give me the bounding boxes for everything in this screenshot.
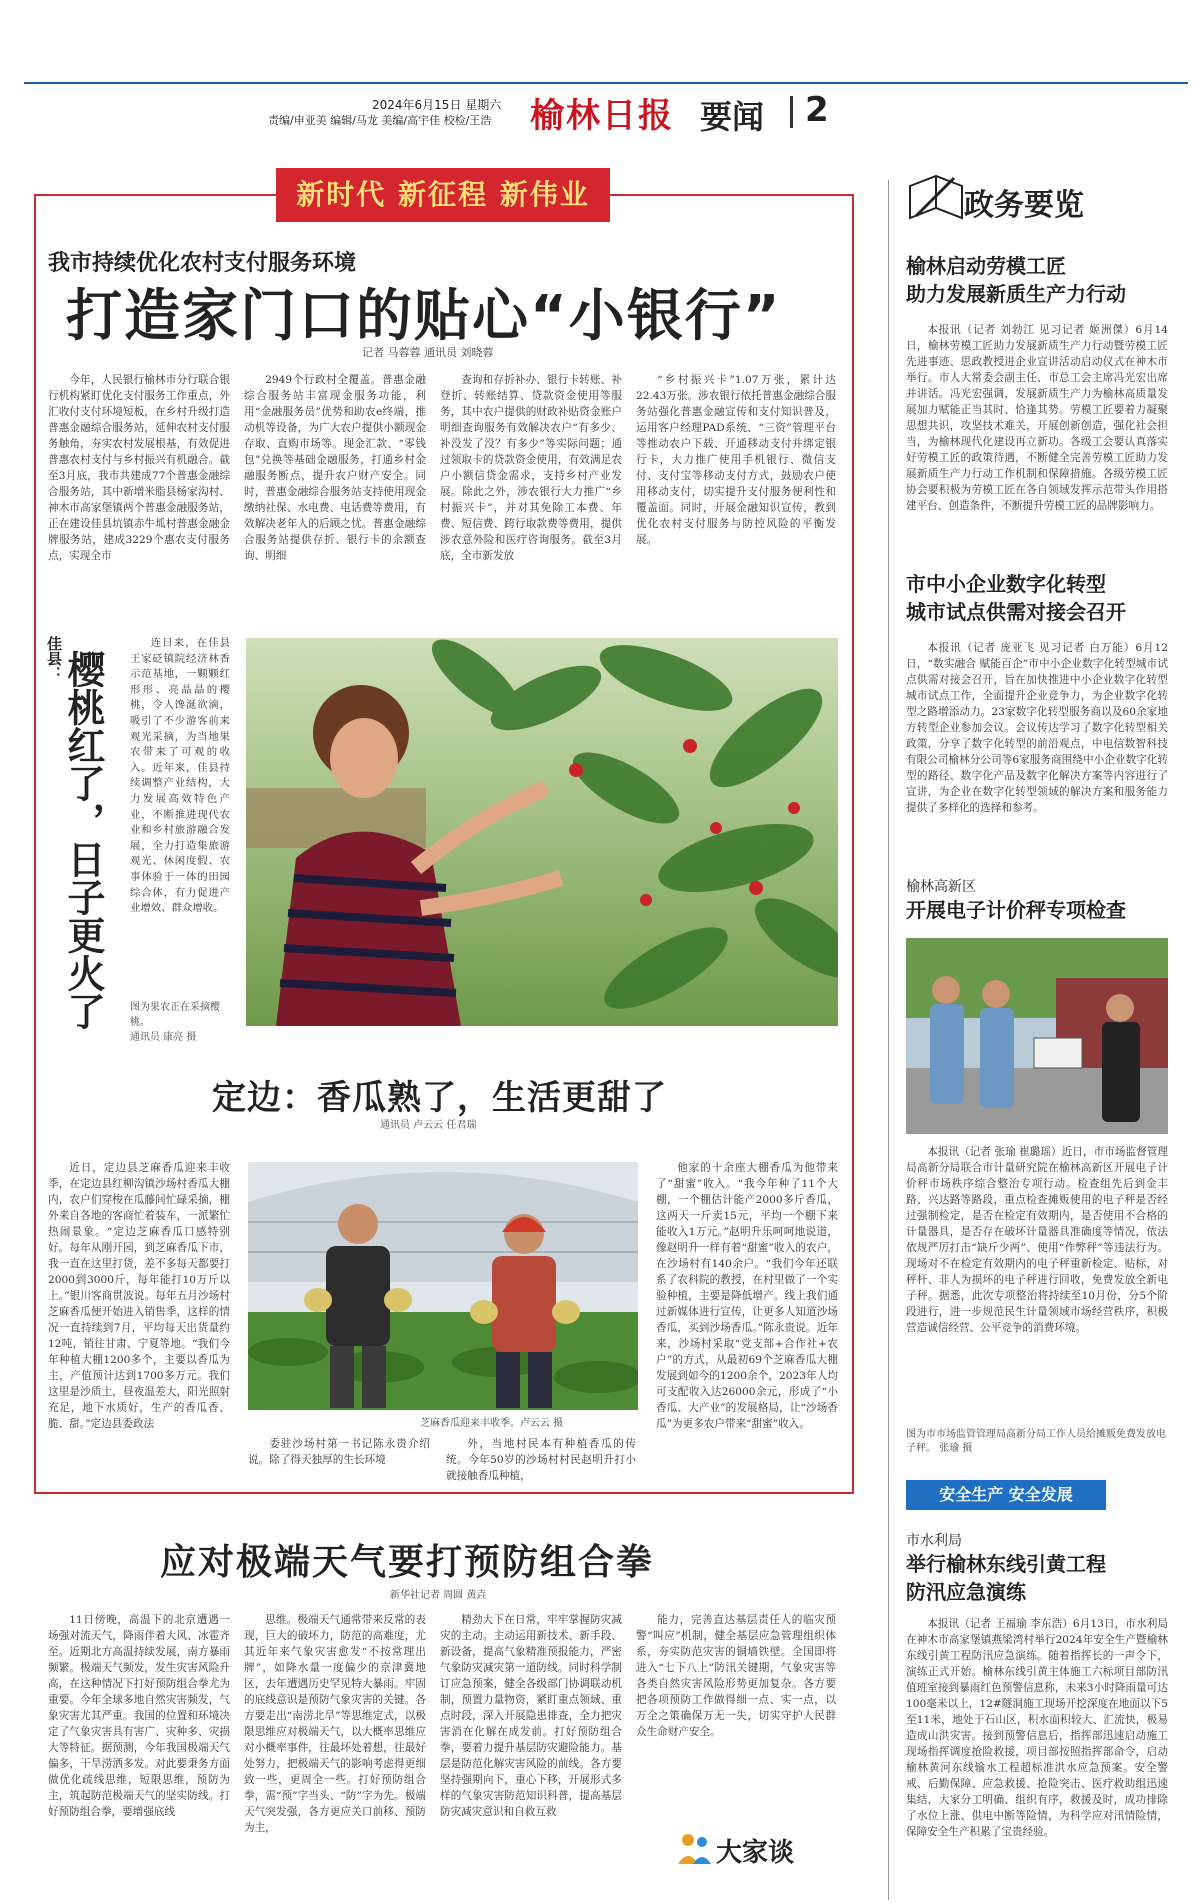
sidebar-item-3-caption: 图为市市场监管管理局高新分局工作人员给摊贩免费发放电子秤。 张瑜 摄 [906, 1429, 1166, 1454]
feature-kicker: 我市持续优化农村支付服务环境 [48, 251, 357, 276]
feature-column-4: “乡村振兴卡”1.07万张，累计达22.43万张。涉农银行依托普惠金融综合服务站强化普惠金融宣传和支付知识普及，运用客户经理PAD系统、“三资”管理平台等推动农户下载、开通移动支付并绑定银行卡，大力推广使用手机银行、微信支付、支付宝等移动支付方式，鼓励农户使用移动支付，切实提升支付服务便利性和覆盖面。同时，开展金融知识宣传，教到优化农村支付服务与防控风险的平衡发展。 [636, 374, 836, 546]
melon-title: 定边：香瓜熟了，生活更甜了 [212, 1078, 667, 1118]
sidebar-item-1-body: 本报讯（记者 刘勃江 见习记者 姬洲傑）6月14日，榆林劳模工匠助力发展新质生产力行动暨劳模工匠先进事迹、思政教授进企业宣讲活动启动仪式在神木市举行。市人大常委会副主任、市总工会主席冯光宏出席并讲话。冯光宏强调，发展新质生产力为榆林高质量发展加力赋能正当其时、恰逢其势。劳模工匠要着力凝聚思想共识，攻坚技术难关，开展创新创造，强化社会担当，为榆林现代化建设再立新功。各级工会要认真落实好劳模工匠的政策待遇，不断健全完善劳模工匠助力发展新质生产力行动工作机制和保障措施。各级劳模工匠协会要积极为劳模工匠在各自领域发挥示范带头作用搭建平台、创造条件，不断提升劳模工匠的品牌影响力。 [906, 324, 1168, 512]
people-icon [676, 1830, 712, 1866]
sidebar-item-2-title: 市中小企业数字化转型 城市试点供需对接会召开 [906, 572, 1126, 624]
sidebar-title: 政务要览 [964, 188, 1084, 223]
feature-byline: 记者 马蓉蓉 通讯员 刘晓蓉 [362, 346, 494, 359]
section-name: 要闻 [700, 98, 765, 136]
page-number: 2 [805, 90, 829, 130]
feature-column-2: 2949个行政村全覆盖。普惠金融综合服务站丰富现金服务功能，利用“金融服务员”优势和助农e终端，推动机等设备，为广大农户提供小额现金存取、直购市场等。现金汇款、“零钱包”兑换等基础金融服务，打通乡村金融服务断点，提升农户财产安全。同时，普惠金融综合服务站支持使用现金缴纳社保、水电费、电话费等费用，有效解决老年人的后顾之忧。普惠金融综合服务站提供存折、银行卡的余额查询、明细 [244, 374, 426, 562]
cherry-caption: 图为果农正在采摘樱桃。 通讯员 康亮 摄 [130, 1002, 220, 1043]
cherry-title: 樱桃红了，日子更火了 [61, 650, 105, 1030]
sidebar-separator [888, 180, 889, 1900]
weather-column-2: 思维。极端天气通常带来反常的表现，巨大的破坏力，防范的高难度，尤其近年来气象灾害愈发“不按常理出牌”，如降水量一度偏少的京津冀地区，去年遭遇历史罕见特大暴雨。牢固的底线意识是预防气象灾害的关键。各方要走出“南涝北旱”等思维定式，以极限思维应对极端天气，以大概率思维应对小概率事件，往最坏处着想，往最好处努力，把极端天气的影响考虑得更细致一些，更周全一些。打好预防组合拳，需“预”字当头、“防”字为先。极端天气突发强，各方更应关口前移、预防为主， [244, 1614, 426, 1834]
safety-pill: 安全生产 安全发展 [906, 1480, 1106, 1510]
sidebar-item-3-title: 开展电子计价秤专项检查 [906, 898, 1126, 922]
newspaper-logo: 榆林日报 [530, 96, 674, 136]
cherry-place: 佳县： [45, 636, 63, 681]
feature-column-1: 今年，人民银行榆林市分行联合银行机构紧盯优化支付服务工作重点，外汇收付支付环境短板，在乡村升级打造普惠金融综合服务站，延伸农村支付服务触角，夯实农村发展根基，有效促进普惠农村支付与乡村振兴有机融合。截至3月底，我市共建成77个普惠金融综合服务站，其中新增米脂县杨家沟村、神木市高家堡镇两个普惠金融服务站，正在建设佳县坑镇赤牛坬村普惠金融金牌服务站，建成3229个惠农支付服务点，实现全市 [48, 374, 230, 562]
weather-title: 应对极端天气要打预防组合拳 [160, 1542, 655, 1583]
sidebar-item-4-pre: 市水利局 [906, 1533, 962, 1549]
header-rule [24, 82, 1188, 84]
dajiatan-badge [676, 1828, 816, 1868]
melon-column-4: 他家的十余座大棚香瓜为他带来了“甜蜜”收入。“我今年种了11个大棚，一个棚估计能产2000多斤香瓜，这两天一斤卖15元，平均一个棚下来能收入1万元。”赵明升乐呵呵地说道，像赵明升一样有着“甜蜜”收入的农户，在沙场村有140余户。“我们今年还联系了农科院的教授，在村里做了一个实验种植，主要是降低增产。线上我们通过新媒体进行宣传，让更多人知道沙场香瓜，买到沙场香瓜。”陈永贵说。近年来，沙场村采取“党支部+合作社+农户”的方式，从最初69个芝麻香瓜大棚发展到如今的1200余个，2023年人均可支配收入达26000余元，形成了“小香瓜、大产业”的发展格局，让“沙场香瓜”为更多农户带来“甜蜜”收入。 [656, 1162, 838, 1430]
book-pen-icon [906, 172, 966, 224]
sidebar-item-2-body: 本报讯（记者 庞亚飞 见习记者 白万能）6月12日，“数实融合 赋能百企”市中小企业数字化转型城市试点供需对接会召开，旨在加快推进中小企业数字化转型城市试点工作，全面提升企业竞争力，为企业数字化转型之路增添动力。23家数字化转型服务商以及60余家地方转型企业参加会议。会议传达学习了数字化转型相关政策，分享了数字化转型的前沿观点，中电信数智科技有限公司榆林分公司等6家服务商围绕中小企业数字化转型的路径、数字化产品及数字化解决方案等内容进行了宣讲，为企业在数字化转型领域的解决方案和服务能力提供了多样化的选择和参考。 [906, 642, 1168, 814]
cherry-body: 连日来，在佳县王家砭镇院经济林香示范基地，一颗颗红形形、亮晶晶的樱桃，令人馋涎欲滴，吸引了不少游客前来观光采摘，为当地果农带来了可观的收入。近年来，佳县持续调整产业结构，大力发展高效特色产业，不断推进现代农业和乡村旅游融合发展，全力打造集旅游观光、休闲度假、农事体验于一体的田园综合体，有力促进产业增效、群众增收。 [130, 637, 230, 915]
melon-photo [248, 1162, 638, 1410]
sidebar-item-3-photo [906, 938, 1168, 1134]
melon-column-1: 近日，定边县芝麻香瓜迎来丰收季，在定边县红柳沟镇沙场村香瓜大棚内，农户们穿梭在瓜藤间忙碌采摘，棚外来自各地的客商忙着装车，一派繁忙热闹景象。“定边芝麻香瓜口感特别好。每年从刚开园，到芝麻香瓜下市，我一直在这里打货，差不多每天都要打2000到3000斤，每年能打10万斤以上。”银川客商贯波说。每年五月沙场村芝麻香瓜便开始进入销售季，这样的情况一直持续到7月，平均每天出货量约12吨，销往甘肃、宁夏等地。“我们今年种植大棚1200多个，主要以香瓜为主，产值预计达到1700多万元。我们这里是沙质土，昼夜温差大，阳光照射充足，地下水质好，生产的香瓜香、脆、甜。”定边县委政法 [48, 1162, 230, 1430]
sidebar-item-3-pre: 榆林高新区 [906, 879, 976, 895]
melon-column-3: 外，当地村民本有种植香瓜的传统。今年50岁的沙场村村民赵明升打小就接触香瓜种植， [446, 1438, 636, 1482]
sidebar-item-1-title: 榆林启动劳模工匠 助力发展新质生产力行动 [906, 254, 1126, 306]
feature-column-3: 查询和存折补办、银行卡转账、补登折、转账结算、贷款资金使用等服务，其中农户提供的财政补贴资金账户明细查询服务有效解决农户“有多少、补没发了没？有多少”等实际问题；通过领取卡的贷款资金使用，有效满足农户小额信贷金需求，支持乡村产业发展。除此之外，涉农银行大力推广“乡村振兴卡”，并对其免除工本费、年费、短信费、跨行取款费等费用，提供涉农意外险和医疗咨询服务。截至3月底，全市新发放 [440, 374, 622, 562]
staff-credits: 责编/申亚美 编辑/马龙 美编/高宇佳 校检/王浩 [268, 114, 492, 127]
sidebar-title-block [906, 172, 1106, 224]
sidebar-item-4-body: 本报讯（记者 王福瑜 李东浩）6月13日，市水利局在神木市高家堡镇燕梁湾村举行2024年安全生产暨榆林东线引黄工程防汛应急演练。随着指挥长的一声令下，演练正式开始。榆林东线引黄主体施工六标项目部防汛值班室接到暴雨红色预警信息称，未来3小时降雨量可达100毫米以上，12#隧洞施工现场开挖深度在地面以下5至11米，地处于石山区，积水面积较大、汇流快，极易造成山洪灾害。接到预警信息后，指挥部迅速启动施工现场指挥调度抢险救援，项目部按照指挥部命令，启动榆林黄河东线输水工程超标准洪水应急预案。安全警戒、后勤保障、应急救援、抢险突击、医疗救助组迅速集结，大家分工明确、组织有序，救援及时，成功排除了水位上涨、供电中断等险情，为科学应对汛情险情，保障安全生产积累了宝贵经验。 [906, 1618, 1168, 1838]
issue-date: 2024年6月15日 星期六 [372, 98, 502, 112]
feature-headline: 打造家门口的贴心“小银行” [66, 284, 782, 349]
weather-column-1: 11日傍晚，高温下的北京遭遇一场强对流天气，降雨伴着大风、冰雹齐至。近期北方高温持续发展，南方暴雨频繁。极端天气频发，发生灾害风险升高，在这种情况下打好预防组合拳尤为重要。今年全球多地自然灾害频发，气象灾害尤其严重。我国的位置和环境决定了气象灾害具有害广、灾种多、灾损大等特征。据预测，今年我国极端天气偏多，干旱涝洒多发。对此要秉务方面做优化疏线思维，短限思维，预防为主，筑起防范极端天气的坚实防线。打好预防组合拳，要增强底线 [48, 1614, 230, 1818]
melon-byline: 通讯员 卢云云 任君瑞 [380, 1120, 477, 1131]
sidebar-item-4-title: 举行榆林东线引黄工程 防汛应急演练 [906, 1552, 1106, 1604]
melon-caption: 芝麻香瓜迎来丰收季。卢云云 摄 [420, 1418, 564, 1429]
melon-column-2: 委驻沙场村第一书记陈永贵介绍说。除了得天独厚的生长环境 [248, 1438, 430, 1466]
weather-column-3: 精劲大下在日常，牢牢掌握防灾减灾的主动。主动运用新技术、新手段、新设备，提高气象精准预报能力，严密气象防灾减灾第一道防线。同时科学制订应急预案，健全各级部门协调联动机制，预置力量物资，紧盯重点领域、重点时段，深入开展隐患排查，全力把灾害消在化解在成发前。打好预防组合拳，要着力提升基层防灾避险能力。基层是防范化解灾害风险的前线。各方要坚持强期向下，重心下移，开展形式多样的气象灾害防范知识科普，提高基层防灾减灾意识和自救互救 [440, 1614, 622, 1818]
dajiatan-label: 大家谈 [716, 1838, 795, 1868]
section-divider [790, 96, 793, 128]
feature-banner: 新时代 新征程 新伟业 [276, 168, 610, 222]
weather-column-4: 能力，完善直达基层责任人的临灾预警“叫应”机制，健全基层应急管理组织体系，夯实防范灾害的铜墙铁壁。全国即将进入“七下八上”防汛关键期，气象灾害等各类自然灾害风险形势更加复杂。各方要把各项预防工作做得细一点、实一点，以万全之策确保万无一失，切实守护人民群众生命财产安全。 [636, 1614, 836, 1738]
cherry-photo [246, 638, 838, 1026]
weather-byline: 新华社记者 周圆 黄垚 [390, 1590, 487, 1601]
sidebar-item-3-body: 本报讯（记者 张瑜 崔璐瑶）近日，市市场监督管理局高新分局联合市计量研究院在榆林高新区开展电子计价秤市场秩序综合整治专项行动。检查组先后到金丰路、兴达路等路段，重点检查摊贩使用的电子秤是否经过强制检定，是否在检定有效期内，是否使用不合格的计量器具，是否存在破坏计量器具准确度等情况，依法依规严厉打击“缺斤少两”、使用“作弊秤”等违法行为。现场对不在检定有效期内的电子秤重新检定、贴标，对秤杆、非人为损坏的电子秤进行回收，免费发放全新电子秤。据悉，此次专项整治将持续至10月份，分5个阶段进行，进一步规范民生计量领域市场经营秩序，积极营造诚信经营、公平竞争的消费环境。 [906, 1146, 1168, 1334]
